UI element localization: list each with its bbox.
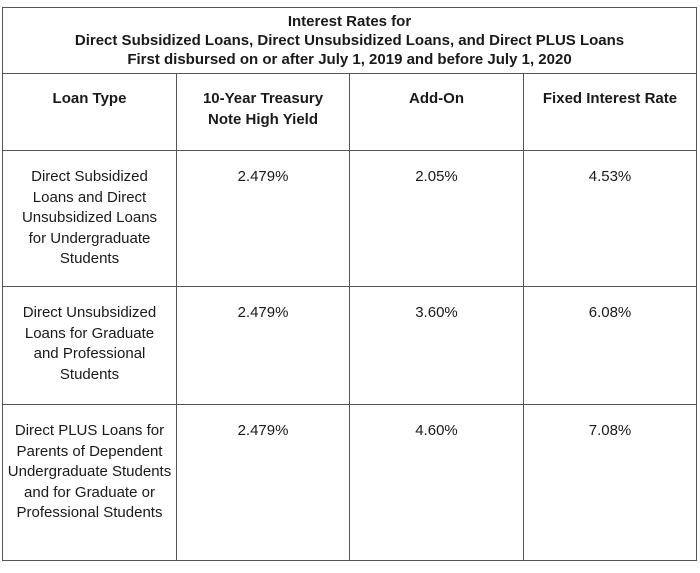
interest-rates-table [2,7,697,561]
fixed-rate-cell: 4.53% [524,151,697,287]
header-loan-type: Loan Type [3,74,177,151]
loan-type-cell: Direct PLUS Loans for Parents of Dependent Undergraduate Students and for Graduate or Professional Students [3,405,177,561]
add-on-cell: 3.60% [350,287,524,405]
loan-type-cell: Direct Unsubsidized Loans for Graduate and Professional Students [3,287,177,405]
fixed-rate-cell: 6.08% [524,287,697,405]
header-treasury-yield: 10-Year Treasury Note High Yield [177,74,350,151]
table-row [3,151,697,287]
fixed-rate-cell: 7.08% [524,405,697,561]
header-row [3,74,697,151]
title-line-2: Direct Subsidized Loans, Direct Unsubsidized Loans, and Direct PLUS Loans [74,31,625,49]
add-on-cell: 2.05% [350,151,524,287]
treasury-cell: 2.479% [177,405,350,561]
table-title [3,8,697,74]
loan-type-cell: Direct Subsidized Loans and Direct Unsubsidized Loans for Undergraduate Students [3,151,177,287]
table-row [3,287,697,405]
table-title-row [3,8,697,74]
add-on-cell: 4.60% [350,405,524,561]
title-line-1: Interest Rates for [287,12,412,30]
rates-table-container [2,7,696,561]
header-add-on: Add-On [350,74,524,151]
table-row [3,405,697,561]
header-fixed-interest-rate: Fixed Interest Rate [524,74,697,151]
treasury-cell: 2.479% [177,151,350,287]
title-line-3: First disbursed on or after July 1, 2019 and before July 1, 2020 [127,50,572,68]
treasury-cell: 2.479% [177,287,350,405]
